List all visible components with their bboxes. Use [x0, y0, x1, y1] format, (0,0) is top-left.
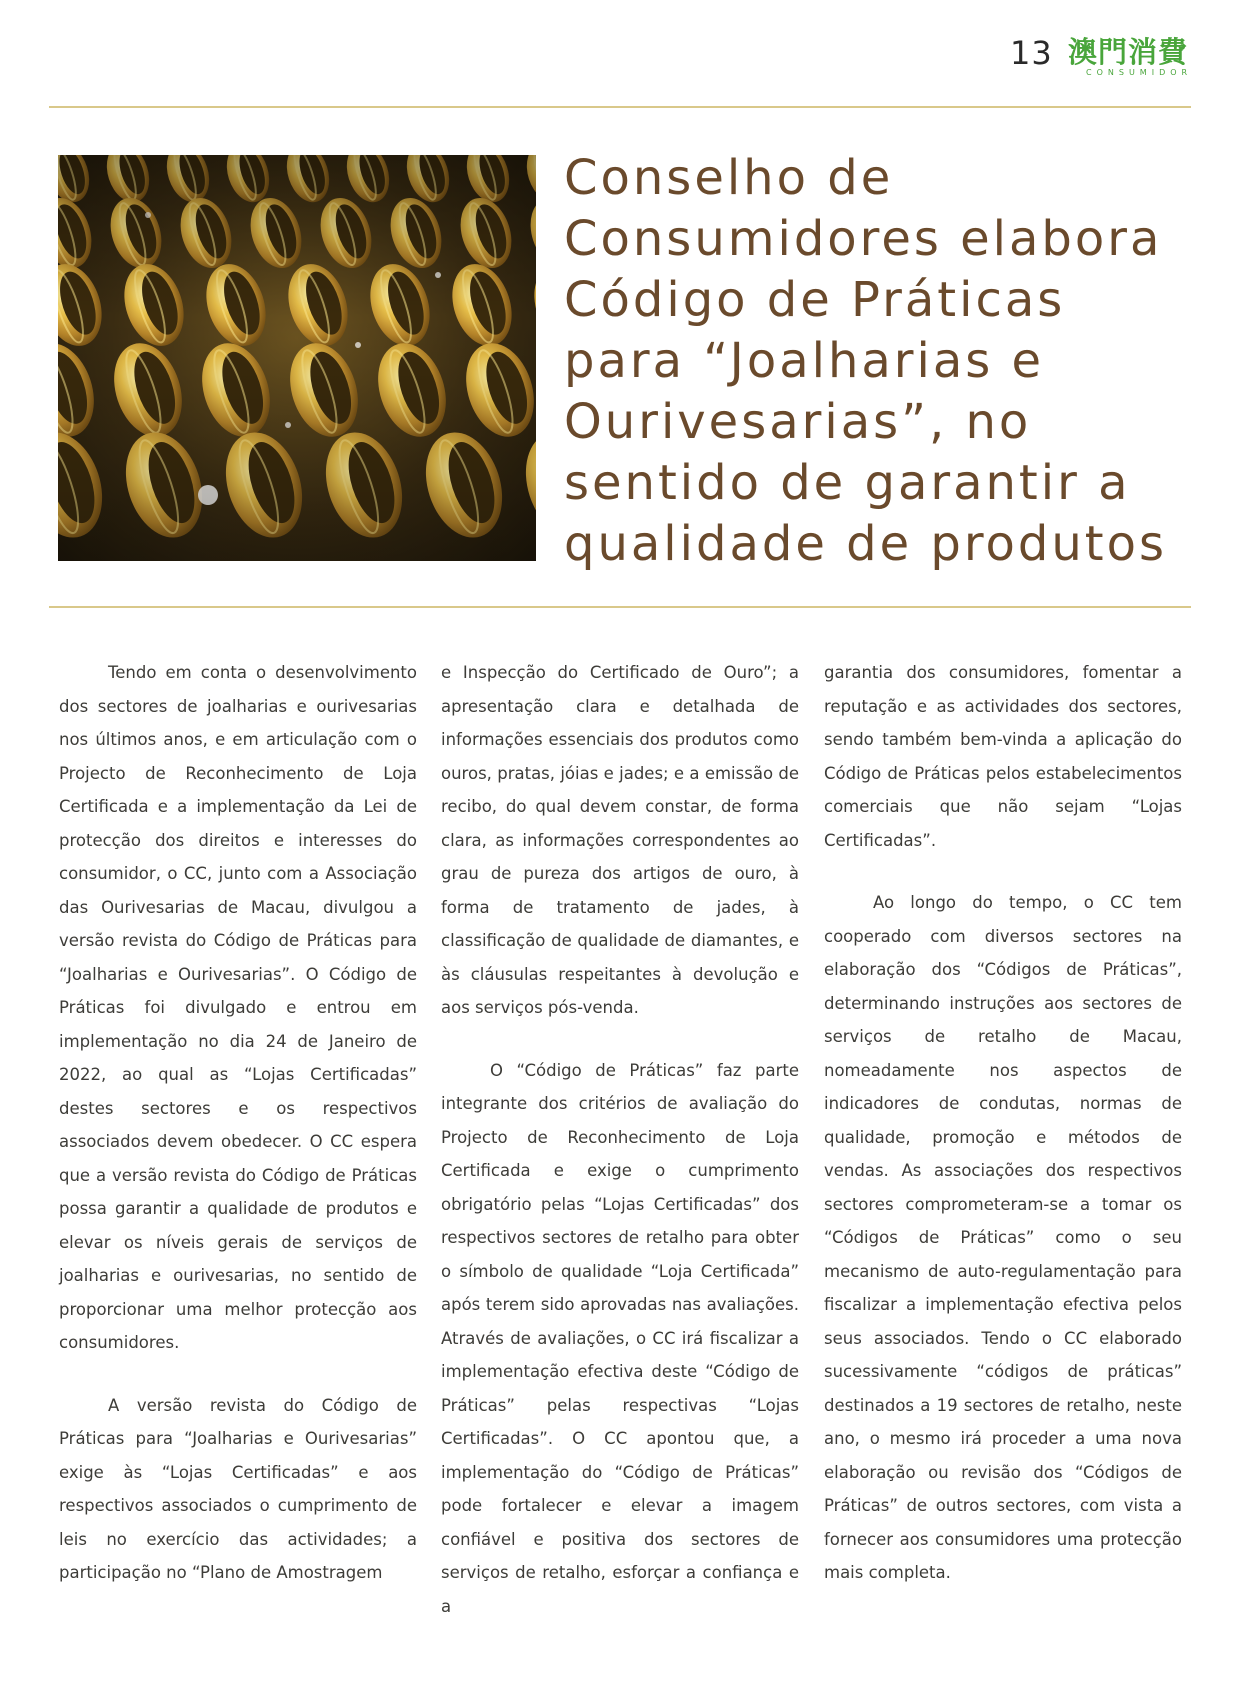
top-divider — [49, 106, 1191, 108]
gold-rings-photo — [58, 155, 536, 561]
magazine-logo — [1068, 36, 1192, 78]
paragraph: A versão revista do Código de Práticas para “Joalharias e Ourivesarias” exige às “Lojas Certificadas” e aos respectivos associados o cumprimento de leis no exercício das actividades; a participação no “Plano de Amostragem — [59, 1395, 417, 1582]
page-number: 13 — [1010, 34, 1053, 72]
title-line: Consumidores elabora — [564, 211, 1163, 267]
article-title — [564, 148, 1204, 575]
gold-rings-illustration — [58, 155, 536, 561]
logo-english-text: CONSUMIDOR — [1086, 68, 1193, 77]
article-column-2 — [441, 656, 799, 1623]
paragraph: Tendo em conta o desenvolvimento dos sectores de joalharias e ourivesarias nos últimos anos, e em articulação com o Projecto de Reconhecimento de Loja Certificada e a implementação da Lei de protecção dos direitos e interesses do consumidor, o CC, junto com a Associação das Ourivesarias de Macau, divulgou a versão revista do Código de Práticas para “Joalharias e Ourivesarias”. O Código de Práticas foi divulgado e entrou em implementação no dia 24 de Janeiro de 2022, ao qual as “Lojas Certificadas” destes sectores e os respectivos associados devem obedecer. O CC espera que a versão revista do Código de Práticas possa garantir a qualidade de produtos e elevar os níveis gerais de serviços de joalharias e ourivesarias, no sentido de proporcionar uma melhor protecção aos consumidores. — [59, 663, 417, 1352]
title-line: Ourivesarias”, no — [564, 394, 1032, 450]
title-line: qualidade de produtos — [564, 516, 1167, 572]
paragraph: garantia dos consumidores, fomentar a reputação e as actividades dos sectores, sendo também bem-vinda a aplicação do Código de Práticas pelos estabelecimentos comerciais que não sejam “Lojas Certificadas”. — [824, 663, 1182, 850]
title-line: Conselho de — [564, 150, 894, 206]
title-line: sentido de garantir a — [564, 455, 1131, 511]
paragraph: Ao longo do tempo, o CC tem cooperado com diversos sectores na elaboração dos “Códigos de Práticas”, determinando instruções aos sectores de serviços de retalho de Macau, nomeadamente nos aspectos de indicadores de condutas, normas de qualidade, promoção e métodos de vendas. As associações dos respectivos sectores comprometeram-se a tomar os “Códigos de Práticas” como o seu mecanismo de auto-regulamentação para fiscalizar a implementação efectiva pelos seus associados. Tendo o CC elaborado sucessivamente “códigos de práticas” destinados a 19 sectores de retalho, neste ano, o mesmo irá proceder a uma nova elaboração ou revisão dos “Códigos de Práticas” de outros sectores, com vista a fornecer aos consumidores uma protecção mais completa. — [824, 893, 1182, 1582]
title-divider — [49, 606, 1191, 608]
title-line: Código de Práticas — [564, 272, 1066, 328]
article-column-3 — [824, 656, 1182, 1590]
paragraph: e Inspecção do Certificado de Ouro”; a apresentação clara e detalhada de informações essenciais dos produtos como ouros, pratas, jóias e jades; e a emissão de recibo, do qual devem constar, de forma clara, as informações correspondentes ao grau de pureza dos artigos de ouro, à forma de tratamento de jades, à classificação de qualidade de diamantes, e às cláusulas respeitantes à devolução e aos serviços pós-venda. — [441, 663, 799, 1017]
paragraph: O “Código de Práticas” faz parte integrante dos critérios de avaliação do Projecto de Reconhecimento de Loja Certificada e exige o cumprimento obrigatório pelas “Lojas Certificadas” dos respectivos sectores de retalho para obter o símbolo de qualidade “Loja Certificada” após terem sido aprovadas nas avaliações. Através de avaliações, o CC irá fiscalizar a implementação efectiva deste “Código de Práticas” pelas respectivas “Lojas Certificadas”. O CC apontou que, a implementação do “Código de Práticas” pode fortalecer e elevar a imagem confiável e positiva dos sectores de serviços de retalho, esforçar a confiança e a — [441, 1060, 799, 1616]
article-column-1 — [59, 656, 417, 1590]
logo-chinese-text: 澳門消費 — [1068, 35, 1189, 69]
page-header — [0, 30, 1240, 90]
title-line: para “Joalharias e — [564, 333, 1045, 389]
